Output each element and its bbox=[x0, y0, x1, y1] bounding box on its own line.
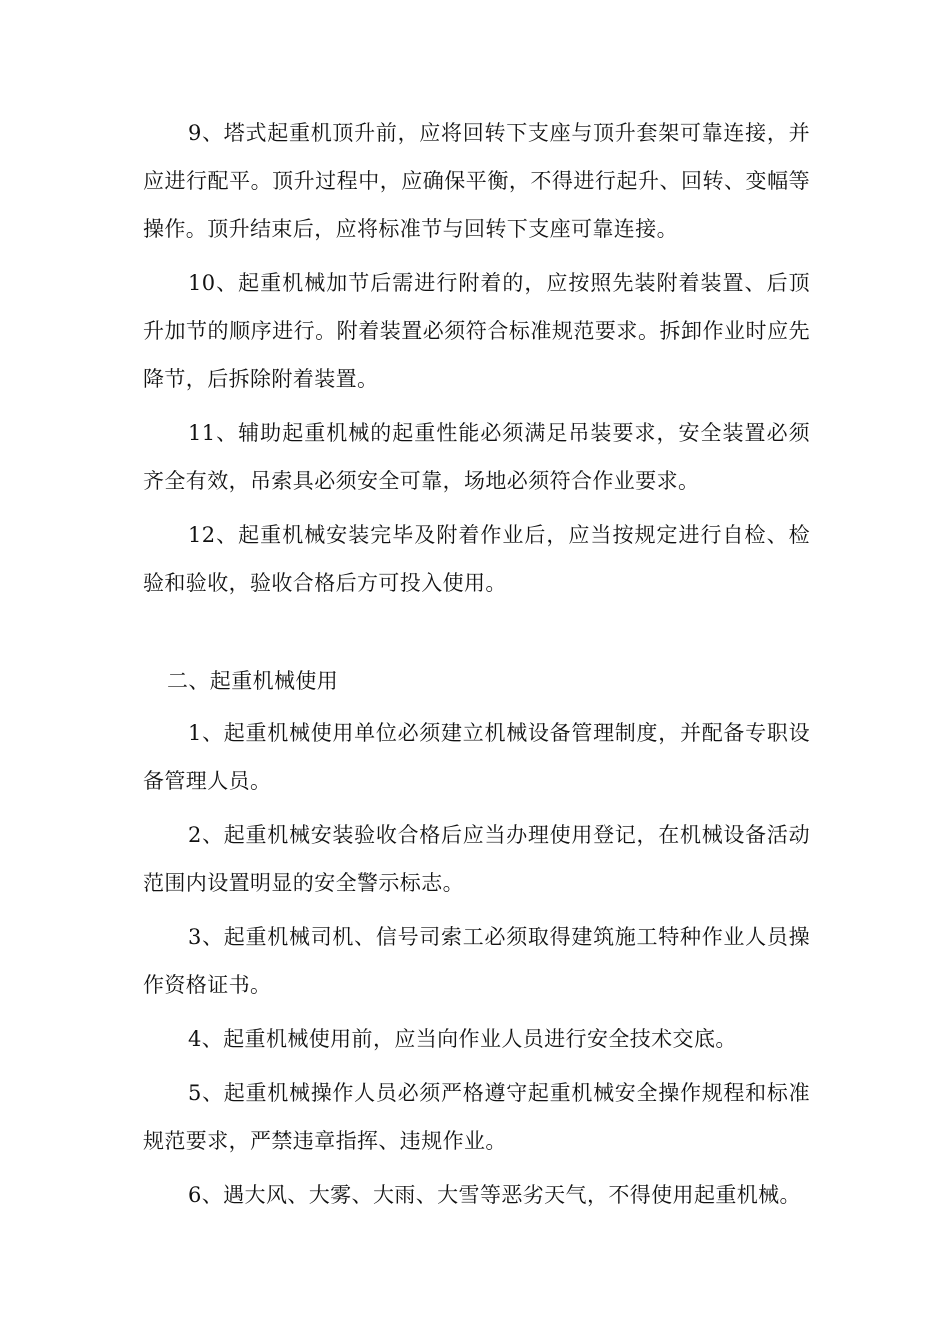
usage-item-2: 2、起重机械安装验收合格后应当办理使用登记，在机械设备活动范围内设置明显的安全警示标志。 bbox=[143, 823, 810, 895]
usage-item-1: 1、起重机械使用单位必须建立机械设备管理制度，并配备专职设备管理人员。 bbox=[143, 721, 810, 793]
paragraph-item-9: 9、塔式起重机顶升前，应将回转下支座与顶升套架可靠连接，并应进行配平。顶升过程中，应确保平衡，不得进行起升、回转、变幅等操作。顶升结束后，应将标准节与回转下支座可靠连接。 bbox=[143, 121, 810, 241]
usage-item-3: 3、起重机械司机、信号司索工必须取得建筑施工特种作业人员操作资格证书。 bbox=[143, 925, 810, 997]
section-heading: 二、起重机械使用 bbox=[167, 669, 339, 693]
paragraph-item-11: 11、辅助起重机械的起重性能必须满足吊装要求，安全装置必须齐全有效，吊索具必须安全可靠，场地必须符合作业要求。 bbox=[143, 421, 810, 493]
paragraph-item-10: 10、起重机械加节后需进行附着的，应按照先装附着装置、后顶升加节的顺序进行。附着装置必须符合标准规范要求。拆卸作业时应先降节，后拆除附着装置。 bbox=[143, 271, 810, 391]
usage-item-5: 5、起重机械操作人员必须严格遵守起重机械安全操作规程和标准规范要求，严禁违章指挥、违规作业。 bbox=[143, 1081, 810, 1153]
usage-item-4: 4、起重机械使用前，应当向作业人员进行安全技术交底。 bbox=[188, 1027, 737, 1051]
paragraph-item-12: 12、起重机械安装完毕及附着作业后，应当按规定进行自检、检验和验收，验收合格后方可投入使用。 bbox=[143, 523, 810, 595]
usage-item-6: 6、遇大风、大雾、大雨、大雪等恶劣天气，不得使用起重机械。 bbox=[188, 1183, 801, 1207]
document-body bbox=[143, 109, 810, 1225]
